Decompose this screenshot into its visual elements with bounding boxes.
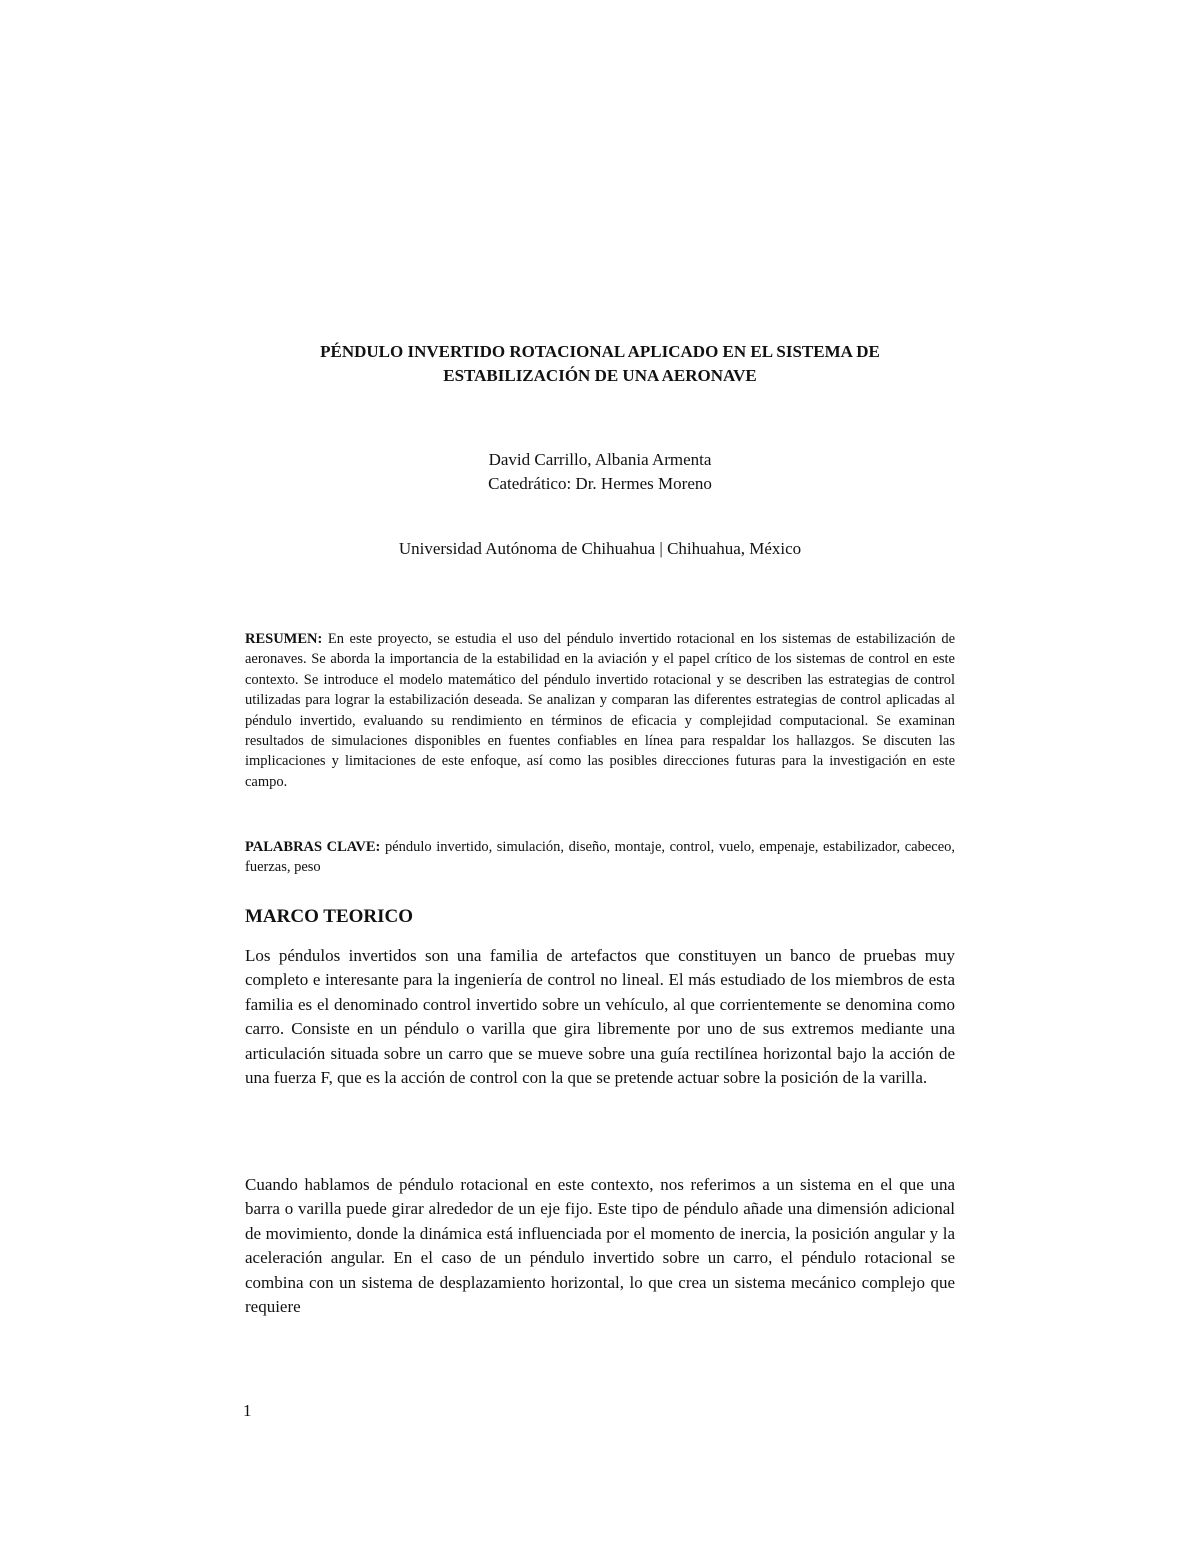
affiliation: Universidad Autónoma de Chihuahua | Chihuahua, México [398, 539, 802, 558]
keywords-text: péndulo invertido, simulación, diseño, montaje, control, vuelo, empenaje, estabilizador, cabeceo, fuerzas, peso [245, 839, 956, 876]
abstract-label: RESUMEN: [245, 631, 323, 647]
body-paragraph-2: Cuando hablamos de péndulo rotacional en este contexto, nos referimos a un sistema en el que una barra o varilla puede girar alrededor de un eje fijo. Este tipo de péndulo añade una dimensión adicional de movimiento, donde la dinámica está influenciada por el momento de inercia, la posición angular y la aceleración angular. En el caso de un péndulo invertido sobre un carro, el péndulo rotacional se combina con un sistema de desplazamiento horizontal, lo que crea un sistema mecánico complejo que requiere [245, 1175, 955, 1317]
paper-title-line-2: ESTABILIZACIÓN DE UNA AERONAVE [443, 366, 757, 385]
keywords [245, 837, 955, 878]
abstract [245, 629, 955, 792]
body-paragraph-1: Los péndulos invertidos son una familia de artefactos que constituyen un banco de pruebas muy completo e interesante para la ingeniería de control no lineal. El más estudiado de los miembros de esta familia es el denominado control invertido sobre un vehículo, al que corrientemente se denomina como carro. Consiste en un péndulo o varilla que gira libremente por uno de sus extremos mediante una articulación situada sobre un carro que se mueve sobre una guía rectilínea horizontal bajo la acción de una fuerza F, que es la acción de control con la que se pretende actuar sobre la posición de la varilla. [245, 946, 955, 1088]
keywords-label: PALABRAS CLAVE: [245, 839, 381, 855]
author-names: David Carrillo, Albania Armenta [488, 450, 712, 469]
author-block [200, 448, 1000, 496]
section-heading: MARCO TEORICO [245, 906, 414, 927]
paper-title-line-1: PÉNDULO INVERTIDO ROTACIONAL APLICADO EN EL SISTEMA DE [320, 342, 880, 361]
paper-title [200, 340, 1000, 388]
abstract-text: En este proyecto, se estudia el uso del péndulo invertido rotacional en los sistemas de estabilización de aeronaves. Se aborda la importancia de la estabilidad en la aviación y el papel crítico de los sistemas de control en este contexto. Se introduce el modelo matemático del péndulo invertido rotacional y se describen las estrategias de control utilizadas para lograr la estabilización deseada. Se analizan y comparan las diferentes estrategias de control aplicadas al péndulo invertido, evaluando su rendimiento en términos de eficacia y complejidad computacional. Se examinan resultados de simulaciones disponibles en fuentes confiables en línea para respaldar los hallazgos. Se discuten las implicaciones y limitaciones de este enfoque, así como las posibles direcciones futuras para la investigación en este campo. [245, 631, 956, 790]
page-number: 1 [243, 1401, 252, 1420]
advisor-line: Catedrático: Dr. Hermes Moreno [488, 474, 712, 493]
